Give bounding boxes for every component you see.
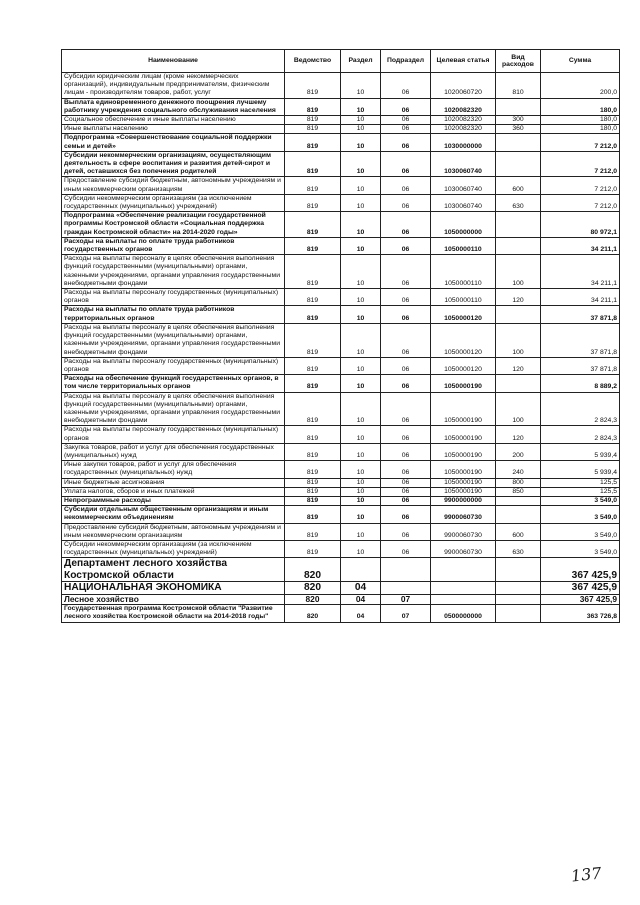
row-type: 100 xyxy=(496,255,541,289)
row-target: 0500000000 xyxy=(431,605,496,622)
row-name: Лесное хозяйство xyxy=(62,594,285,605)
row-subsection: 06 xyxy=(381,506,431,523)
row-target: 1020060720 xyxy=(431,73,496,99)
row-name: НАЦИОНАЛЬНАЯ ЭКОНОМИКА xyxy=(62,582,285,594)
row-section: 10 xyxy=(341,523,381,540)
row-type xyxy=(496,582,541,594)
row-subsection: 06 xyxy=(381,392,431,426)
table-row xyxy=(62,98,620,115)
row-target xyxy=(431,558,496,582)
row-target: 1030060740 xyxy=(431,151,496,177)
row-target: 1050000190 xyxy=(431,487,496,496)
row-target xyxy=(431,582,496,594)
table-row xyxy=(62,255,620,289)
row-name: Субсидии юридическим лицам (кроме некоммерческих организаций), индивидуальным предпринимателям, физическим лицам - производителям товаров, работ, услуг xyxy=(62,73,285,99)
row-dept: 819 xyxy=(285,540,341,557)
table-row xyxy=(62,392,620,426)
row-section: 04 xyxy=(341,582,381,594)
row-subsection: 06 xyxy=(381,289,431,306)
page-number: 137 xyxy=(570,863,603,886)
row-name: Расходы на выплаты по оплате труда работников территориальных органов xyxy=(62,306,285,323)
row-section: 10 xyxy=(341,255,381,289)
row-target: 1050000190 xyxy=(431,478,496,487)
table-row xyxy=(62,116,620,125)
row-dept: 819 xyxy=(285,255,341,289)
row-target: 1050000190 xyxy=(431,461,496,478)
row-subsection: 06 xyxy=(381,357,431,374)
row-name: Расходы на выплаты персоналу в целях обеспечения выполнения функций государственными (муниципальными) органами, казенными учреждениями, органами управления государственными внебюджетными фондами xyxy=(62,323,285,357)
row-target: 1050000000 xyxy=(431,212,496,238)
row-sum: 7 212,0 xyxy=(541,177,620,194)
row-section: 10 xyxy=(341,496,381,505)
row-section: 10 xyxy=(341,357,381,374)
row-subsection: 06 xyxy=(381,306,431,323)
row-type: 360 xyxy=(496,125,541,134)
row-type: 810 xyxy=(496,73,541,99)
row-dept: 819 xyxy=(285,116,341,125)
row-dept: 819 xyxy=(285,392,341,426)
row-dept: 819 xyxy=(285,289,341,306)
row-type: 240 xyxy=(496,461,541,478)
table-row xyxy=(62,426,620,443)
row-name: Предоставление субсидий бюджетным, автономным учреждениям и иным некоммерческим организациям xyxy=(62,177,285,194)
row-section: 10 xyxy=(341,306,381,323)
row-dept: 819 xyxy=(285,98,341,115)
row-section: 10 xyxy=(341,443,381,460)
row-section: 10 xyxy=(341,392,381,426)
row-type xyxy=(496,496,541,505)
row-target: 1050000190 xyxy=(431,375,496,392)
row-sum: 125,5 xyxy=(541,487,620,496)
row-section: 10 xyxy=(341,461,381,478)
row-sum: 34 211,1 xyxy=(541,237,620,254)
row-name: Иные бюджетные ассигнования xyxy=(62,478,285,487)
row-dept: 819 xyxy=(285,443,341,460)
table-row xyxy=(62,134,620,151)
row-sum: 7 212,0 xyxy=(541,134,620,151)
row-name: Предоставление субсидий бюджетным, автономным учреждениям и иным некоммерческим организациям xyxy=(62,523,285,540)
table-row xyxy=(62,558,620,582)
table-row xyxy=(62,237,620,254)
row-type: 100 xyxy=(496,323,541,357)
header-sum: Сумма xyxy=(541,50,620,73)
row-target: 1050000120 xyxy=(431,306,496,323)
row-section: 10 xyxy=(341,194,381,211)
row-sum: 8 889,2 xyxy=(541,375,620,392)
row-section: 10 xyxy=(341,478,381,487)
row-sum: 3 549,0 xyxy=(541,540,620,557)
row-target: 1050000190 xyxy=(431,392,496,426)
row-sum: 2 824,3 xyxy=(541,392,620,426)
row-dept: 819 xyxy=(285,426,341,443)
row-section: 10 xyxy=(341,375,381,392)
row-name: Субсидии отдельным общественным организациям и иным некоммерческим объединениям xyxy=(62,506,285,523)
row-subsection: 06 xyxy=(381,487,431,496)
row-name: Социальное обеспечение и иные выплаты населению xyxy=(62,116,285,125)
row-sum: 2 824,3 xyxy=(541,426,620,443)
row-name: Субсидии некоммерческим организациям (за исключением государственных (муниципальных) учреждений) xyxy=(62,540,285,557)
row-name: Расходы на выплаты персоналу государственных (муниципальных) органов xyxy=(62,357,285,374)
row-sum: 367 425,9 xyxy=(541,558,620,582)
row-type xyxy=(496,212,541,238)
row-sum: 3 549,0 xyxy=(541,506,620,523)
row-target: 9900000000 xyxy=(431,496,496,505)
row-subsection: 06 xyxy=(381,177,431,194)
row-name: Иные выплаты населению xyxy=(62,125,285,134)
row-dept: 819 xyxy=(285,523,341,540)
row-sum: 7 212,0 xyxy=(541,194,620,211)
row-dept: 819 xyxy=(285,506,341,523)
row-dept: 819 xyxy=(285,487,341,496)
row-type: 850 xyxy=(496,487,541,496)
row-subsection: 06 xyxy=(381,151,431,177)
row-type xyxy=(496,134,541,151)
row-dept: 819 xyxy=(285,461,341,478)
row-target: 1030060740 xyxy=(431,194,496,211)
row-type xyxy=(496,558,541,582)
row-subsection: 06 xyxy=(381,73,431,99)
row-type xyxy=(496,306,541,323)
row-type: 100 xyxy=(496,392,541,426)
row-section xyxy=(341,558,381,582)
table-row xyxy=(62,177,620,194)
row-target: 1050000190 xyxy=(431,443,496,460)
row-subsection: 06 xyxy=(381,540,431,557)
row-target: 1050000110 xyxy=(431,289,496,306)
table-row xyxy=(62,487,620,496)
row-target xyxy=(431,594,496,605)
row-subsection: 07 xyxy=(381,594,431,605)
row-target: 1030000000 xyxy=(431,134,496,151)
row-type xyxy=(496,98,541,115)
row-name: Закупка товаров, работ и услуг для обеспечения государственных (муниципальных) нужд xyxy=(62,443,285,460)
row-subsection: 06 xyxy=(381,496,431,505)
row-sum: 5 939,4 xyxy=(541,443,620,460)
row-type: 120 xyxy=(496,426,541,443)
row-subsection: 06 xyxy=(381,478,431,487)
row-type: 630 xyxy=(496,194,541,211)
row-target: 1020082320 xyxy=(431,116,496,125)
row-type xyxy=(496,506,541,523)
row-dept: 820 xyxy=(285,558,341,582)
table-row xyxy=(62,605,620,622)
row-type: 630 xyxy=(496,540,541,557)
row-name: Выплата единовременного денежного поощрения лучшему работнику учреждения социального обслуживания населения xyxy=(62,98,285,115)
table-row xyxy=(62,582,620,594)
budget-table xyxy=(61,49,620,623)
row-type: 600 xyxy=(496,523,541,540)
header-dept: Ведомство xyxy=(285,50,341,73)
table-row xyxy=(62,594,620,605)
row-target: 1050000190 xyxy=(431,426,496,443)
row-subsection: 06 xyxy=(381,523,431,540)
row-sum: 367 425,9 xyxy=(541,594,620,605)
row-type: 600 xyxy=(496,177,541,194)
row-sum: 37 871,8 xyxy=(541,323,620,357)
row-name: Расходы на выплаты по оплате труда работников государственных органов xyxy=(62,237,285,254)
row-dept: 819 xyxy=(285,375,341,392)
row-subsection: 06 xyxy=(381,323,431,357)
table-row xyxy=(62,194,620,211)
row-subsection: 07 xyxy=(381,605,431,622)
row-section: 04 xyxy=(341,605,381,622)
table-row xyxy=(62,73,620,99)
table-row xyxy=(62,496,620,505)
row-subsection: 06 xyxy=(381,212,431,238)
row-sum: 37 871,8 xyxy=(541,306,620,323)
row-section: 04 xyxy=(341,594,381,605)
table-header xyxy=(62,50,620,73)
row-section: 10 xyxy=(341,116,381,125)
row-name: Подпрограмма «Обеспечение реализации государственной программы Костромской области «Социальная поддержка граждан Костромской области» на 2014-2020 годы» xyxy=(62,212,285,238)
row-section: 10 xyxy=(341,487,381,496)
row-type: 300 xyxy=(496,116,541,125)
row-dept: 819 xyxy=(285,212,341,238)
row-section: 10 xyxy=(341,134,381,151)
row-subsection: 06 xyxy=(381,98,431,115)
row-type xyxy=(496,605,541,622)
row-subsection: 06 xyxy=(381,461,431,478)
row-dept: 819 xyxy=(285,125,341,134)
row-sum: 3 549,0 xyxy=(541,496,620,505)
row-type: 800 xyxy=(496,478,541,487)
row-sum: 34 211,1 xyxy=(541,255,620,289)
row-dept: 819 xyxy=(285,134,341,151)
row-name: Расходы на выплаты персоналу государственных (муниципальных) органов xyxy=(62,426,285,443)
row-section: 10 xyxy=(341,212,381,238)
row-subsection xyxy=(381,558,431,582)
row-subsection xyxy=(381,582,431,594)
table-row xyxy=(62,125,620,134)
row-name: Непрограммные расходы xyxy=(62,496,285,505)
table-row xyxy=(62,506,620,523)
table-row xyxy=(62,289,620,306)
row-dept: 820 xyxy=(285,582,341,594)
row-name: Расходы на выплаты персоналу в целях обеспечения выполнения функций государственными (муниципальными) органами, казенными учреждениями, органами управления государственными внебюджетными фондами xyxy=(62,392,285,426)
row-section: 10 xyxy=(341,73,381,99)
row-target: 1050000120 xyxy=(431,357,496,374)
row-target: 1050000110 xyxy=(431,255,496,289)
row-dept: 819 xyxy=(285,478,341,487)
row-dept: 819 xyxy=(285,177,341,194)
row-sum: 5 939,4 xyxy=(541,461,620,478)
row-subsection: 06 xyxy=(381,125,431,134)
row-sum: 367 425,9 xyxy=(541,582,620,594)
row-dept: 819 xyxy=(285,496,341,505)
row-name: Расходы на выплаты персоналу государственных (муниципальных) органов xyxy=(62,289,285,306)
row-type xyxy=(496,237,541,254)
header-subsection: Подраздел xyxy=(381,50,431,73)
row-target: 1050000120 xyxy=(431,323,496,357)
row-name: Подпрограмма «Совершенствование социальной поддержки семьи и детей» xyxy=(62,134,285,151)
row-sum: 180,0 xyxy=(541,98,620,115)
table-row xyxy=(62,151,620,177)
row-subsection: 06 xyxy=(381,255,431,289)
table-row xyxy=(62,306,620,323)
row-name: Уплата налогов, сборов и иных платежей xyxy=(62,487,285,496)
header-type: Вид расходов xyxy=(496,50,541,73)
table-row xyxy=(62,461,620,478)
row-dept: 819 xyxy=(285,237,341,254)
table-row xyxy=(62,357,620,374)
row-name: Субсидии некоммерческим организациям, осуществляющим деятельность в сфере воспитания и развития детей-сирот и детей, оставшихся без попечения родителей xyxy=(62,151,285,177)
row-sum: 125,5 xyxy=(541,478,620,487)
row-name: Расходы на выплаты персоналу в целях обеспечения выполнения функций государственными (муниципальными) органами, казенными учреждениями, органами управления государственными внебюджетными фондами xyxy=(62,255,285,289)
row-section: 10 xyxy=(341,540,381,557)
table-row xyxy=(62,212,620,238)
row-dept: 819 xyxy=(285,323,341,357)
row-name: Иные закупки товаров, работ и услуг для обеспечения государственных (муниципальных) нужд xyxy=(62,461,285,478)
row-type: 120 xyxy=(496,289,541,306)
row-name: Департамент лесного хозяйства Костромской области xyxy=(62,558,285,582)
row-name: Государственная программа Костромской области "Развитие лесного хозяйства Костромской области на 2014-2018 годы" xyxy=(62,605,285,622)
row-section: 10 xyxy=(341,151,381,177)
row-dept: 819 xyxy=(285,357,341,374)
table-row xyxy=(62,323,620,357)
header-name: Наименование xyxy=(62,50,285,73)
row-target: 9900060730 xyxy=(431,523,496,540)
row-section: 10 xyxy=(341,289,381,306)
row-dept: 819 xyxy=(285,306,341,323)
row-type xyxy=(496,375,541,392)
row-target: 1020082320 xyxy=(431,125,496,134)
table-row xyxy=(62,375,620,392)
row-target: 9900060730 xyxy=(431,540,496,557)
row-type xyxy=(496,151,541,177)
row-subsection: 06 xyxy=(381,116,431,125)
row-name: Субсидии некоммерческим организациям (за исключением государственных (муниципальных) учреждений) xyxy=(62,194,285,211)
table-row xyxy=(62,478,620,487)
row-target: 9900060730 xyxy=(431,506,496,523)
row-section: 10 xyxy=(341,177,381,194)
table-row xyxy=(62,540,620,557)
row-sum: 180,0 xyxy=(541,125,620,134)
header-section: Раздел xyxy=(341,50,381,73)
row-subsection: 06 xyxy=(381,375,431,392)
row-dept: 819 xyxy=(285,73,341,99)
row-target: 1030060740 xyxy=(431,177,496,194)
row-sum: 80 972,1 xyxy=(541,212,620,238)
row-section: 10 xyxy=(341,125,381,134)
row-subsection: 06 xyxy=(381,443,431,460)
row-section: 10 xyxy=(341,98,381,115)
row-type: 200 xyxy=(496,443,541,460)
row-section: 10 xyxy=(341,237,381,254)
row-sum: 180,0 xyxy=(541,116,620,125)
row-sum: 200,0 xyxy=(541,73,620,99)
header-target: Целевая статья xyxy=(431,50,496,73)
row-name: Расходы на обеспечение функций государственных органов, в том числе территориальных органов xyxy=(62,375,285,392)
row-sum: 34 211,1 xyxy=(541,289,620,306)
row-sum: 7 212,0 xyxy=(541,151,620,177)
row-dept: 819 xyxy=(285,151,341,177)
row-dept: 820 xyxy=(285,594,341,605)
row-section: 10 xyxy=(341,426,381,443)
row-subsection: 06 xyxy=(381,426,431,443)
table-row xyxy=(62,523,620,540)
row-subsection: 06 xyxy=(381,134,431,151)
row-section: 10 xyxy=(341,506,381,523)
row-target: 1020082320 xyxy=(431,98,496,115)
row-subsection: 06 xyxy=(381,237,431,254)
row-dept: 820 xyxy=(285,605,341,622)
row-type: 120 xyxy=(496,357,541,374)
table-row xyxy=(62,443,620,460)
row-sum: 37 871,8 xyxy=(541,357,620,374)
row-subsection: 06 xyxy=(381,194,431,211)
row-section: 10 xyxy=(341,323,381,357)
row-target: 1050000110 xyxy=(431,237,496,254)
row-sum: 363 726,8 xyxy=(541,605,620,622)
row-sum: 3 549,0 xyxy=(541,523,620,540)
row-type xyxy=(496,594,541,605)
row-dept: 819 xyxy=(285,194,341,211)
